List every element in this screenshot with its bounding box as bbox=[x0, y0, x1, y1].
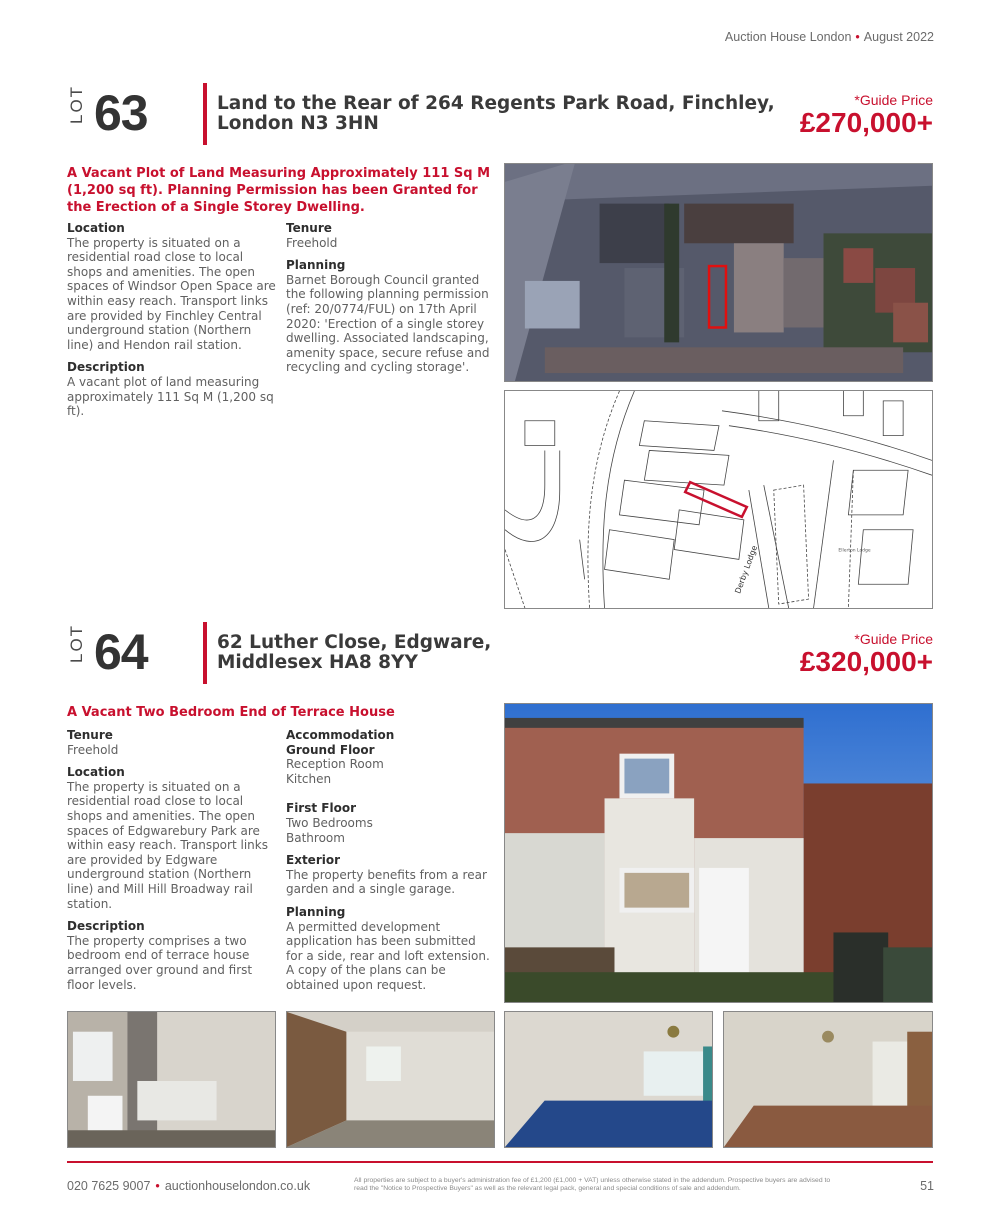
bedroom-photo bbox=[286, 1011, 495, 1148]
lot-word: LOT bbox=[67, 84, 86, 124]
ground-floor-heading: Ground Floor bbox=[286, 742, 375, 757]
lot-64-left-column bbox=[67, 728, 279, 1000]
description-heading: Description bbox=[67, 919, 145, 934]
footer-contact bbox=[67, 1179, 310, 1193]
tenure-text: Freehold bbox=[67, 742, 119, 757]
lot-number: 64 bbox=[94, 624, 148, 680]
location-text: The property is situated on a residential road close to local shops and amenities. The open spaces of Edgwarebury Park are within easy reach. Transport links are provided by Edgware underground station (Northern line) and Mill Hill Broadway rail station. bbox=[67, 779, 268, 911]
aerial-photo bbox=[504, 163, 933, 382]
description-text: The property comprises a two bedroom end of terrace house arranged over ground and first floor levels. bbox=[67, 933, 253, 992]
ground-floor-room: Reception Room bbox=[286, 757, 384, 772]
footer-website-link[interactable]: auctionhouselondon.co.uk bbox=[164, 1179, 311, 1193]
footer-phone[interactable]: 020 7625 9007 bbox=[67, 1179, 151, 1193]
title-accent-bar bbox=[203, 622, 207, 684]
title-line-2: London N3 3HN bbox=[217, 113, 379, 134]
planning-text: Barnet Borough Council granted the following planning permission (ref: 20/0774/FUL) on 17th April 2020: 'Erection of a single storey dwelling. Associated landscaping, amenity space, secure refuse and recycling and cycling storage'. bbox=[286, 272, 490, 375]
location-text: The property is situated on a residential road close to local shops and amenities. The open spaces of Windsor Open Space are within easy reach. Transport links are provided by Finchley Central underground station (Northern line) and Hendon rail station. bbox=[67, 235, 276, 352]
page-number: 51 bbox=[920, 1179, 934, 1193]
first-floor-room: Bathroom bbox=[286, 830, 345, 845]
kitchen-photo bbox=[67, 1011, 276, 1148]
title-line-1: Land to the Rear of 264 Regents Park Road, Finchley, bbox=[217, 93, 775, 114]
lot-number: 63 bbox=[94, 85, 148, 141]
lot-63-right-column bbox=[286, 221, 491, 383]
house-exterior-photo bbox=[504, 703, 933, 1003]
lot-64-guide-price bbox=[800, 631, 933, 677]
lot-63-badge bbox=[66, 84, 148, 142]
living-room-photo bbox=[723, 1011, 933, 1148]
title-accent-bar bbox=[203, 83, 207, 145]
description-text: A vacant plot of land measuring approximately 111 Sq M (1,200 sq ft). bbox=[67, 374, 274, 419]
guide-price-label: *Guide Price bbox=[854, 92, 933, 108]
title-line-1: 62 Luther Close, Edgware, bbox=[217, 632, 492, 653]
lot-64-headline: A Vacant Two Bedroom End of Terrace House bbox=[67, 705, 395, 720]
separator-dot: • bbox=[855, 30, 860, 44]
planning-text: A permitted development application has been submitted for a side, rear and loft extension. A copy of the plans can be obtained upon request. bbox=[286, 919, 490, 992]
exterior-heading: Exterior bbox=[286, 853, 341, 868]
issue-date: August 2022 bbox=[863, 30, 934, 44]
lot-63-headline: A Vacant Plot of Land Measuring Approximately 111 Sq M (1,200 sq ft). Planning Permission has been Granted for the Erection of a Single Storey Dwelling. bbox=[67, 166, 491, 215]
lot-64-right-column bbox=[286, 728, 491, 1001]
map-building-label: Ellerton Lodge bbox=[838, 548, 871, 554]
map-street-label: Derby Lodge bbox=[733, 544, 760, 595]
planning-heading: Planning bbox=[286, 904, 346, 919]
lot-63-title bbox=[217, 94, 777, 134]
lot-64-title bbox=[217, 633, 777, 673]
publisher-name: Auction House London bbox=[724, 30, 852, 44]
lot-63-guide-price bbox=[800, 92, 933, 138]
guide-price-label: *Guide Price bbox=[854, 631, 933, 647]
lot-63-left-column bbox=[67, 221, 279, 427]
tenure-text: Freehold bbox=[286, 235, 338, 250]
accommodation-heading: Accommodation bbox=[286, 728, 395, 742]
location-heading: Location bbox=[67, 221, 125, 235]
tenure-heading: Tenure bbox=[67, 728, 113, 742]
reception-room-photo bbox=[504, 1011, 713, 1148]
title-line-2: Middlesex HA8 8YY bbox=[217, 652, 418, 673]
first-floor-heading: First Floor bbox=[286, 801, 357, 816]
guide-price-value: £320,000+ bbox=[799, 646, 933, 677]
guide-price-value: £270,000+ bbox=[799, 107, 933, 138]
planning-heading: Planning bbox=[286, 258, 346, 273]
site-plan-map bbox=[504, 390, 933, 609]
lot-64-badge bbox=[66, 623, 148, 681]
footer-disclaimer: All properties are subject to a buyer's administration fee of £1,200 (£1,000 + VAT) unless otherwise stated in the addendum. Prospective buyers are advised to read the "Notice to Prospective Buyers" as well as the relevant legal pack, general and special conditions of sale and addendum. bbox=[354, 1177, 831, 1192]
exterior-text: The property benefits from a rear garden and a single garage. bbox=[286, 867, 487, 897]
page-header bbox=[725, 30, 934, 44]
ground-floor-room: Kitchen bbox=[286, 771, 332, 786]
tenure-heading: Tenure bbox=[286, 221, 332, 235]
location-heading: Location bbox=[67, 765, 125, 780]
first-floor-room: Two Bedrooms bbox=[286, 815, 373, 830]
lot-word: LOT bbox=[67, 623, 86, 663]
description-heading: Description bbox=[67, 360, 145, 375]
separator-dot: • bbox=[155, 1179, 160, 1193]
footer-divider bbox=[67, 1161, 933, 1163]
